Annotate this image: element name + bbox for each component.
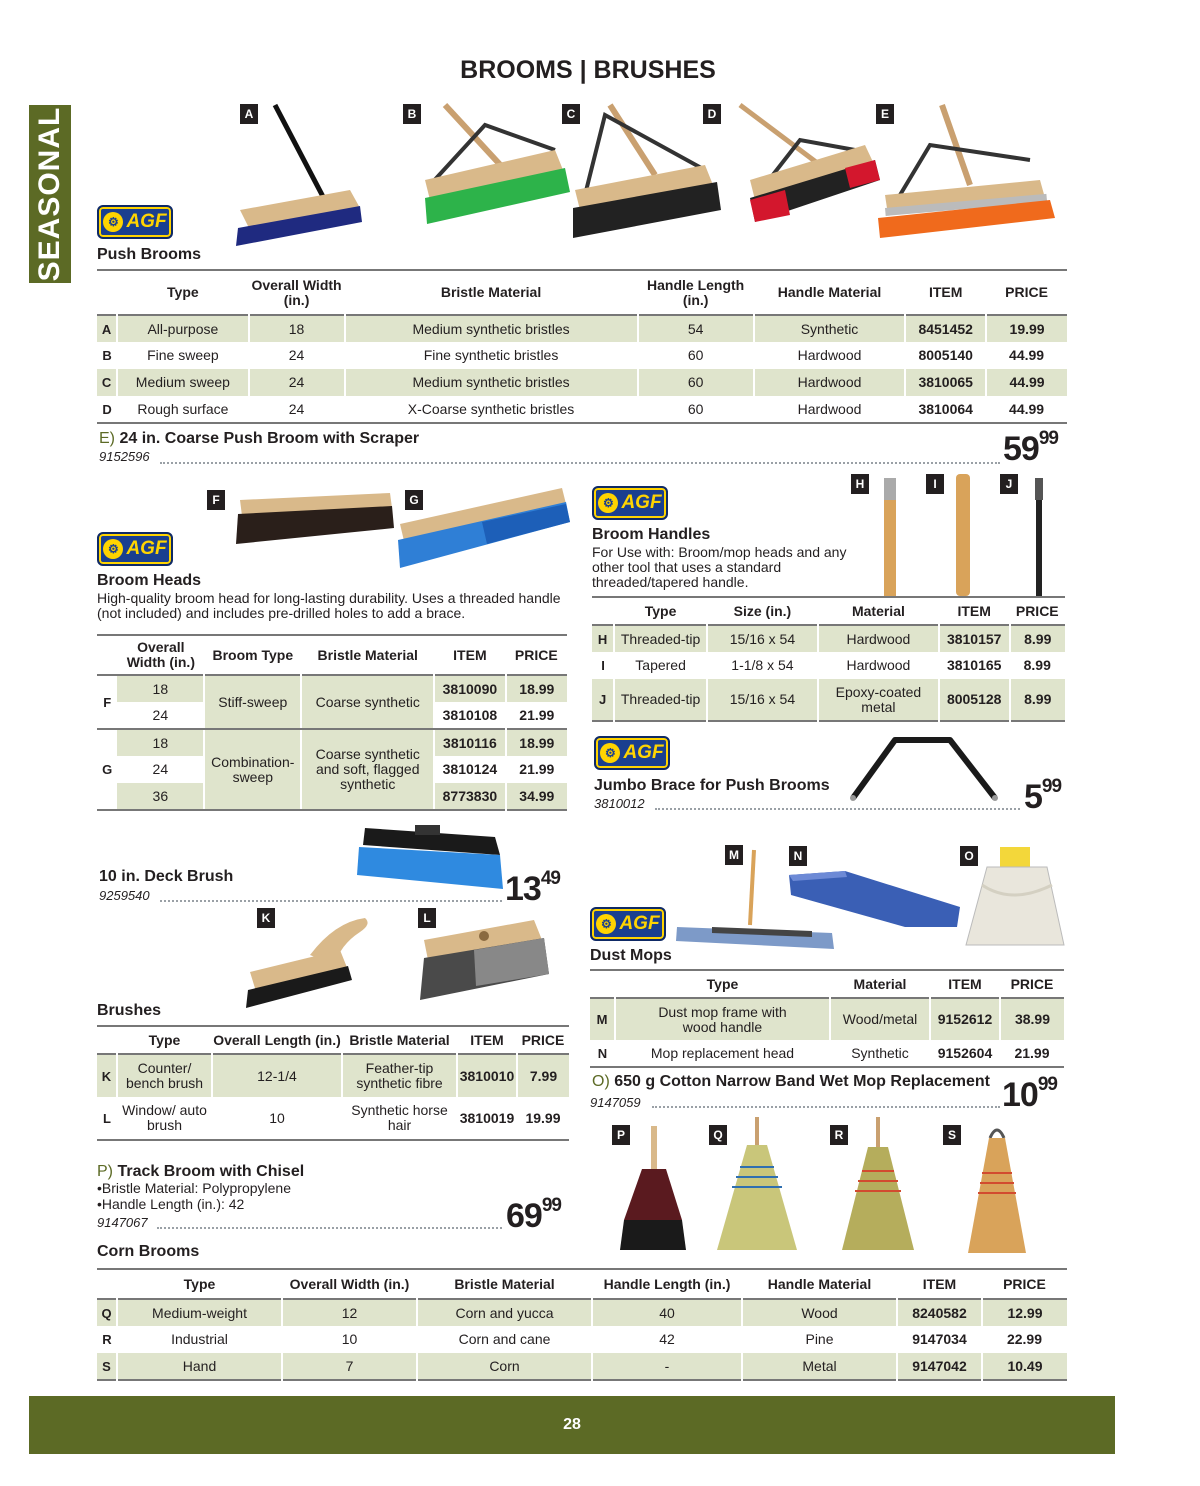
- cell-item: 3810157: [939, 625, 1010, 652]
- th-handle-material: Handle Material: [777, 284, 882, 300]
- label-i: I: [926, 474, 944, 494]
- cell-price: 44.99: [1009, 400, 1045, 417]
- cell-price: 8.99: [1023, 657, 1051, 673]
- table-row: [592, 679, 1065, 721]
- dot-leader: [157, 1227, 502, 1229]
- label-q: Q: [709, 1125, 727, 1145]
- cell-bristle: Corn and cane: [458, 1331, 551, 1347]
- dust-mop-head-image: [785, 865, 965, 935]
- cell-item: 9152604: [937, 1044, 993, 1061]
- cell-bristle: Synthetic horse hair: [351, 1102, 448, 1133]
- window-brush-image: [414, 918, 554, 1004]
- th-material: Material: [853, 975, 907, 992]
- cell-broom-type: Stiff-sweep: [204, 675, 301, 729]
- row-letter: N: [597, 1045, 608, 1061]
- cell-price: 21.99: [1014, 1044, 1050, 1061]
- th-handle-length: Handle Length (in.): [603, 1275, 731, 1292]
- deck-brush-price: [505, 870, 560, 909]
- broom-handles-image: [875, 470, 1065, 598]
- table-row: [590, 998, 1064, 1040]
- product-e-code: 9152596: [99, 449, 150, 464]
- product-o-label: O): [592, 1073, 610, 1090]
- dot-leader: [160, 462, 1000, 464]
- cell-type: Hand: [117, 1353, 282, 1380]
- cell-type: All-purpose: [117, 315, 248, 342]
- cell-handle-length: 60: [638, 369, 754, 396]
- product-p-label: P): [97, 1163, 113, 1180]
- label-c: C: [562, 104, 580, 124]
- broom-head-g-image: [392, 486, 572, 576]
- agf-logo-broom-handles: ⚙ AGF: [592, 486, 668, 520]
- push-broom-d-image: [725, 100, 885, 230]
- table-row: [97, 675, 567, 702]
- broom-handles-desc: For Use with: Broom/mop heads and any other tool that uses a standard threaded/tapered handle.: [592, 544, 847, 590]
- th-handle-length: Handle Length (in.): [647, 276, 745, 308]
- cell-type: Counter/ bench brush: [117, 1054, 212, 1097]
- cell-item: 3810065: [905, 369, 986, 396]
- product-p-title: Track Broom with Chisel: [117, 1163, 305, 1180]
- cell-price: 44.99: [986, 369, 1067, 396]
- broom-heads-table: [97, 634, 567, 811]
- product-o-title-row: [592, 1073, 990, 1091]
- cell-type: Tapered: [635, 657, 686, 673]
- price-cents: 99: [1037, 1074, 1057, 1095]
- price-cents: 99: [1041, 776, 1062, 797]
- label-k: K: [257, 908, 275, 928]
- cell-handle-material: Hardwood: [797, 347, 862, 363]
- cell-item: 8240582: [897, 1299, 982, 1326]
- agf-logo-text: AGF: [126, 538, 167, 559]
- cell-handle-length: -: [592, 1353, 742, 1380]
- cell-width: 18: [117, 729, 204, 756]
- cell-price: 38.99: [1000, 998, 1064, 1040]
- cell-bristle: Feather-tip synthetic fibre: [342, 1054, 457, 1097]
- cell-width: 24: [152, 761, 169, 777]
- row-letter: F: [97, 675, 117, 729]
- table-row: [97, 1097, 569, 1140]
- row-letter: G: [97, 729, 117, 810]
- agf-logo-push-brooms: ⚙ AGF: [97, 205, 173, 239]
- th-price: PRICE: [1015, 602, 1059, 619]
- th-handle-material: Handle Material: [767, 1275, 872, 1292]
- push-broom-a-image: [230, 100, 380, 250]
- product-e-price: [1003, 430, 1058, 469]
- table-row: [97, 1054, 569, 1097]
- th-width: Overall Width (in.): [126, 639, 195, 670]
- cell-material: Hardwood: [818, 625, 939, 652]
- cell-type: Medium-weight: [117, 1299, 282, 1326]
- table-row: [592, 652, 1065, 679]
- label-o: O: [960, 846, 978, 866]
- broom-handles-title: Broom Handles: [592, 526, 711, 543]
- th-price: PRICE: [1003, 1275, 1046, 1292]
- row-letter: H: [592, 625, 614, 652]
- cell-material: Hardwood: [846, 657, 911, 673]
- label-f: F: [207, 490, 225, 510]
- th-width: Overall Width (in.): [289, 1275, 410, 1292]
- th-item: ITEM: [948, 975, 982, 992]
- cell-handle-length: 40: [592, 1299, 742, 1326]
- cell-item: 3810064: [918, 400, 973, 417]
- cell-bristle: Corn: [417, 1353, 592, 1380]
- table-row: [97, 729, 567, 756]
- brushes-title: Brushes: [97, 1002, 162, 1019]
- counter-brush-image: [240, 910, 380, 1010]
- push-brooms-table: [97, 269, 1067, 424]
- table-row: [97, 396, 1067, 423]
- cell-width: 24: [249, 369, 345, 396]
- table-row: [97, 1326, 1067, 1353]
- cell-material: Synthetic: [851, 1044, 909, 1061]
- cell-item: 8005128: [939, 679, 1010, 721]
- cell-item: 9147042: [897, 1353, 982, 1380]
- cell-handle-length: 54: [638, 315, 754, 342]
- cell-type: Window/ auto brush: [122, 1102, 207, 1133]
- cell-size: 15/16 x 54: [707, 625, 818, 652]
- cell-item: 3810108: [434, 702, 506, 729]
- cell-bristle: Coarse synthetic and soft, flagged synthetic: [301, 729, 434, 810]
- table-row: [97, 342, 1067, 369]
- cell-handle-length: 42: [659, 1331, 675, 1347]
- dot-leader: [655, 808, 1020, 810]
- cell-type: Fine sweep: [147, 347, 219, 363]
- label-h: H: [851, 474, 869, 494]
- cell-price: 8.99: [1010, 679, 1065, 721]
- cell-material: Epoxy-coated metal: [818, 679, 939, 721]
- th-item: ITEM: [928, 284, 963, 300]
- th-type: Type: [706, 975, 739, 992]
- agf-logo-dust-mops: ⚙ AGF: [590, 907, 666, 941]
- deck-brush-code: 9259540: [99, 888, 150, 903]
- cell-type: Dust mop frame with wood handle: [615, 998, 830, 1040]
- product-o-title: 650 g Cotton Narrow Band Wet Mop Replacement: [614, 1073, 990, 1090]
- cell-price: 21.99: [506, 702, 567, 729]
- th-size: Size (in.): [733, 602, 792, 619]
- cell-item: 3810019: [459, 1109, 515, 1126]
- cell-price: 19.99: [986, 315, 1067, 342]
- push-broom-e-image: [870, 100, 1060, 240]
- cell-width: 24: [288, 347, 305, 363]
- cell-item: 3810165: [946, 657, 1002, 673]
- cell-bristle: Medium synthetic bristles: [345, 369, 638, 396]
- dot-leader: [160, 900, 502, 902]
- cell-type: Threaded-tip: [614, 679, 707, 721]
- row-letter: B: [102, 348, 112, 363]
- agf-logo-text: AGF: [621, 492, 662, 513]
- section-tab: [29, 105, 71, 283]
- cell-item: 8005140: [918, 347, 973, 363]
- price-dollars: 69: [506, 1197, 542, 1235]
- track-broom-image: [618, 1124, 688, 1254]
- row-letter: K: [97, 1054, 117, 1097]
- cell-handle-material: Hardwood: [797, 400, 862, 417]
- cell-size: 1-1/8 x 54: [731, 657, 794, 673]
- label-d: D: [703, 104, 721, 124]
- th-bristle: Bristle Material: [454, 1275, 555, 1292]
- agf-logo-text: AGF: [619, 913, 660, 934]
- row-letter: C: [97, 369, 117, 396]
- page-number: 28: [563, 1416, 581, 1433]
- agf-logo-text: AGF: [623, 742, 664, 763]
- cell-handle-material: Pine: [805, 1331, 834, 1347]
- price-cents: 49: [540, 868, 560, 889]
- table-row: [97, 315, 1067, 342]
- row-letter: D: [102, 401, 112, 417]
- cell-width: 24: [288, 400, 305, 417]
- push-broom-b-image: [415, 100, 575, 230]
- cell-width: 18: [249, 315, 345, 342]
- th-item: ITEM: [957, 602, 991, 619]
- cell-size: 15/16 x 54: [707, 679, 818, 721]
- cell-bristle: Fine synthetic bristles: [423, 347, 559, 363]
- cell-price: 10.49: [982, 1353, 1067, 1380]
- jumbo-brace-image: [845, 730, 1005, 805]
- cell-width: 10: [341, 1331, 358, 1347]
- th-length: Overall Length (in.): [213, 1031, 341, 1048]
- cell-item: 3810090: [434, 675, 506, 702]
- label-e: E: [876, 104, 894, 124]
- price-cents: 99: [1038, 428, 1058, 449]
- dot-leader: [652, 1106, 1000, 1108]
- agf-logo-text: AGF: [126, 211, 167, 232]
- agf-logo-broom-heads: ⚙ AGF: [97, 532, 173, 566]
- brushes-table: [97, 1025, 569, 1141]
- row-letter: L: [103, 1110, 111, 1126]
- table-row: [97, 369, 1067, 396]
- price-dollars: 59: [1003, 430, 1039, 468]
- push-broom-c-image: [565, 100, 725, 240]
- label-p: P: [612, 1125, 630, 1145]
- corn-brooms-title: Corn Brooms: [97, 1243, 200, 1260]
- row-letter: M: [590, 998, 615, 1040]
- cell-item: 3810010: [457, 1054, 517, 1097]
- jumbo-brace-price: [1024, 778, 1061, 817]
- table-row: [97, 1299, 1067, 1326]
- corn-brooms-table: [97, 1268, 1067, 1381]
- corn-broom-q-image: [712, 1115, 802, 1255]
- product-p-bullet-1: •Bristle Material: Polypropylene: [97, 1180, 291, 1196]
- section-tab-label: SEASONAL: [33, 106, 66, 282]
- deck-brush-title: 10 in. Deck Brush: [99, 868, 234, 885]
- th-item: ITEM: [470, 1031, 504, 1048]
- th-bristle: Bristle Material: [440, 284, 542, 300]
- dust-mops-title: Dust Mops: [590, 947, 672, 964]
- cell-item: 3810116: [434, 729, 506, 756]
- label-g: G: [405, 490, 423, 510]
- cell-type: Industrial: [171, 1331, 228, 1347]
- cell-type: Rough surface: [137, 400, 229, 417]
- cell-width: 36: [117, 783, 204, 810]
- cell-broom-type: Combination-sweep: [204, 729, 301, 810]
- cell-item: 9152612: [930, 998, 1000, 1040]
- cell-width: 18: [117, 675, 204, 702]
- label-n: N: [789, 846, 807, 866]
- row-letter: Q: [97, 1299, 117, 1326]
- cell-handle-material: Metal: [742, 1353, 897, 1380]
- page-title: BROOMS | BRUSHES: [460, 56, 716, 84]
- cell-price: 19.99: [525, 1109, 561, 1126]
- broom-heads-title: Broom Heads: [97, 572, 202, 589]
- product-o-price: [1002, 1076, 1057, 1115]
- row-letter: I: [601, 658, 605, 673]
- jumbo-brace-code: 3810012: [594, 796, 645, 811]
- product-p-price: [506, 1197, 561, 1236]
- product-e-label: E): [99, 430, 115, 447]
- table-row: [590, 1040, 1064, 1067]
- label-l: L: [418, 908, 436, 928]
- cell-handle-material: Hardwood: [754, 369, 906, 396]
- row-letter: A: [97, 315, 117, 342]
- corn-broom-r-image: [838, 1115, 918, 1255]
- broom-heads-desc: High-quality broom head for long-lasting durability. Uses a threaded handle (not included) and includes pre-drilled holes to add a brace.: [97, 590, 561, 621]
- cell-price: 8.99: [1010, 625, 1065, 652]
- table-row: [592, 625, 1065, 652]
- cell-width: 7: [282, 1353, 417, 1380]
- cell-price: 22.99: [1006, 1331, 1043, 1347]
- wet-mop-image: [962, 845, 1067, 955]
- cell-handle-material: Wood: [742, 1299, 897, 1326]
- cell-type: Mop replacement head: [650, 1044, 795, 1061]
- th-type: Type: [167, 284, 199, 300]
- cell-price: 7.99: [517, 1054, 569, 1097]
- label-a: A: [240, 104, 258, 124]
- cell-price: 34.99: [506, 783, 567, 810]
- cell-length: 10: [269, 1109, 285, 1126]
- price-cents: 99: [541, 1195, 561, 1216]
- product-p-code: 9147067: [97, 1215, 148, 1230]
- th-item: ITEM: [922, 1275, 957, 1292]
- cell-item: 8451452: [905, 315, 986, 342]
- deck-brush-image: [355, 823, 505, 893]
- broom-handles-table: [592, 596, 1065, 722]
- th-material: Material: [851, 602, 905, 619]
- th-price: PRICE: [1010, 975, 1054, 992]
- push-brooms-title: Push Brooms: [97, 246, 202, 263]
- th-bristle: Bristle Material: [349, 1031, 450, 1048]
- price-dollars: 5: [1024, 778, 1042, 816]
- cell-price: 18.99: [506, 675, 567, 702]
- page-footer: [29, 1396, 1115, 1454]
- cell-item: 9147034: [912, 1331, 967, 1347]
- cell-bristle: Medium synthetic bristles: [345, 315, 638, 342]
- cell-price: 18.99: [506, 729, 567, 756]
- jumbo-brace-title: Jumbo Brace for Push Brooms: [594, 777, 830, 794]
- cell-handle-length: 60: [687, 400, 704, 417]
- product-o-code: 9147059: [590, 1095, 641, 1110]
- product-p-bullet-2: •Handle Length (in.): 42: [97, 1196, 245, 1212]
- cell-bristle: X-Coarse synthetic bristles: [407, 400, 575, 417]
- cell-width: 24: [152, 706, 169, 723]
- row-letter: S: [97, 1353, 117, 1380]
- product-e-title: 24 in. Coarse Push Broom with Scraper: [119, 430, 420, 447]
- label-j: J: [1000, 474, 1018, 494]
- cell-handle-length: 60: [687, 347, 704, 363]
- cell-width: 12: [282, 1299, 417, 1326]
- cell-price: 12.99: [982, 1299, 1067, 1326]
- cell-length: 12-1/4: [212, 1054, 342, 1097]
- cell-type: Medium sweep: [117, 369, 248, 396]
- cell-type: Threaded-tip: [614, 625, 707, 652]
- th-type: Type: [148, 1031, 181, 1048]
- cell-price: 44.99: [1009, 347, 1045, 363]
- cell-item: 3810124: [434, 756, 506, 783]
- th-type: Type: [644, 602, 677, 619]
- dust-mops-table: [590, 969, 1064, 1068]
- th-item: ITEM: [453, 646, 487, 663]
- cell-price: 21.99: [506, 756, 567, 783]
- product-e-title-row: [99, 430, 419, 448]
- label-s: S: [943, 1125, 961, 1145]
- th-bristle: Bristle Material: [317, 646, 418, 663]
- table-row: [97, 1353, 1067, 1380]
- row-letter: J: [592, 679, 614, 721]
- product-p-title-row: [97, 1163, 304, 1181]
- cell-item: 8773830: [434, 783, 506, 810]
- row-letter: R: [102, 1332, 112, 1347]
- th-price: PRICE: [521, 1031, 565, 1048]
- price-dollars: 13: [505, 870, 541, 908]
- cell-material: Wood/metal: [830, 998, 930, 1040]
- label-b: B: [403, 104, 421, 124]
- th-type: Type: [183, 1275, 216, 1292]
- cell-bristle: Coarse synthetic: [301, 675, 434, 729]
- th-width: Overall Width (in.): [251, 276, 342, 308]
- broom-head-f-image: [232, 488, 397, 558]
- hand-broom-s-image: [962, 1118, 1032, 1258]
- th-price: PRICE: [1005, 284, 1048, 300]
- th-broom-type: Broom Type: [212, 646, 294, 663]
- label-r: R: [830, 1125, 848, 1145]
- agf-logo-jumbo-brace: ⚙ AGF: [594, 736, 670, 770]
- label-m: M: [725, 845, 743, 865]
- price-dollars: 10: [1002, 1076, 1038, 1114]
- cell-bristle: Corn and yucca: [417, 1299, 592, 1326]
- cell-handle-material: Synthetic: [754, 315, 906, 342]
- th-price: PRICE: [514, 646, 558, 663]
